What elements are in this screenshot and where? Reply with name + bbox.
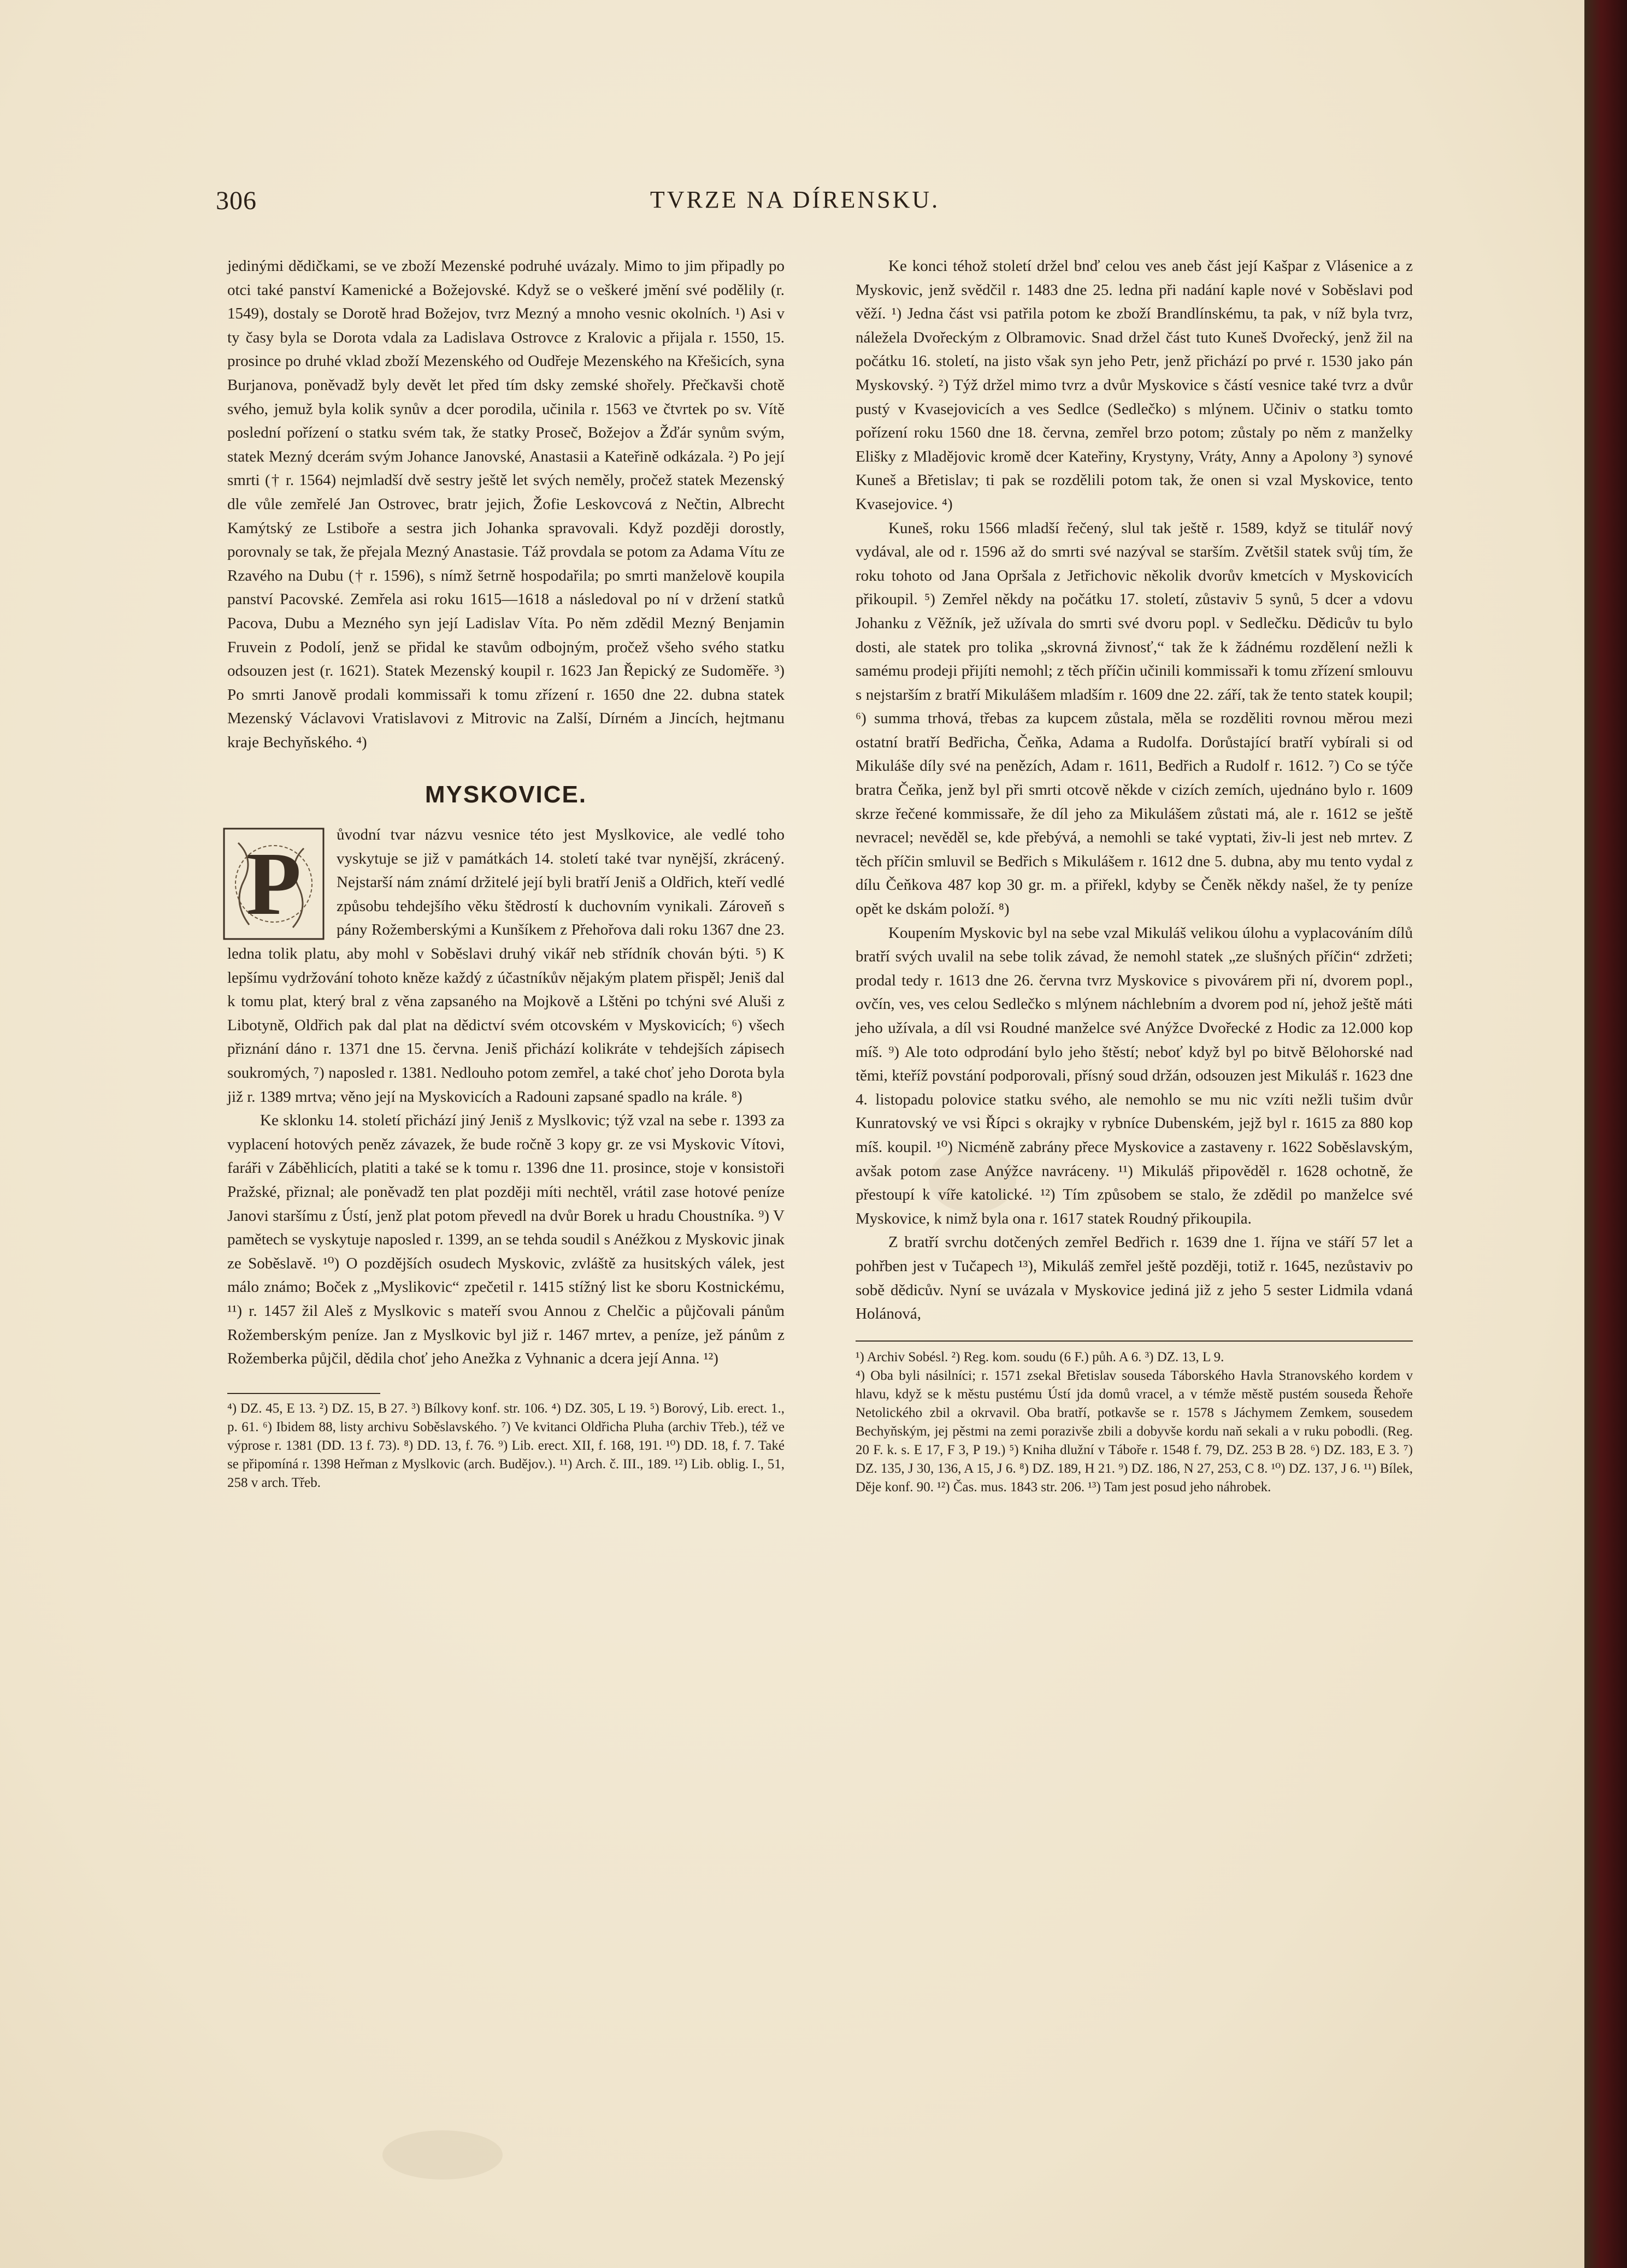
- section-heading: MYSKOVICE.: [425, 781, 587, 808]
- paragraph: Koupením Myskovic byl na sebe vzal Mikuláš velikou úlohu a vyplacováním dílů bratří svých uvalil na sebe tolik závad, že nemohl statek „ze slušných příčin“ zdržeti; prodal tedy r. 1613 dne 26. června tvrz Myskovice s pivovárem při ní, dvorem popl., ovčín, ves, ves celou Sedlečko s mlýnem náchlebním a dvorem pod ní, jehož ještě máti jeho užívala, a díl vsi Roudné manželce své Anýžce Dvořecké z Hodic za 12.000 kop míš. ⁹) Ale toto odprodání bylo jeho štěstí; neboť když byl po bitvě Bělohorské nad těmi, kteříž povstání podporovali, přísný soud držán, odsouzen jest Mikuláš r. 1623 dne 4. listopadu polovice statku svého, ale nemohlo se mu nic vzíti nežli tušim dvůr Kunratovský ve vsi Řípci s okrajky v rybníce Dubenském, jejž byl r. 1615 za 880 kop míš. koupil. ¹⁰) Nicméně zabrány přece Myskovice a zastaveny r. 1622 Soběslavským, avšak potom zase Anýžce navráceny. ¹¹) Mikuláš připověděl r. 1628 ochotně, že přestoupí k víře katolické. ¹²) Tím způsobem se stalo, že zdědil po manželce své Myskovice, k nimž byla ona r. 1617 statek Roudný přikoupila.: [856, 924, 1413, 1227]
- footnotes: [227, 1399, 785, 1492]
- page-header: [216, 186, 1374, 218]
- footnote: ¹) Archiv Sobésl. ²) Reg. kom. soudu (6 F.) půh. A 6. ³) DZ. 13, L 9.: [856, 1349, 1224, 1365]
- paragraph: jedinými dědičkami, se ve zboží Mezenské podruhé uvázaly. Mimo to jim připadly po otci také panství Kamenické a Božejovské. Když se o veškeré jmění své podělily (r. 1549), dostaly se Dorotě hrad Božejov, tvrz Mezný a mnoho vesnic okolních. ¹) Asi v ty časy byla se Dorota vdala za Ladislava Ostrovce z Kralovic a přijala r. 1550, 15. prosince po druhé vklad zboží Mezenského od Oudřeje Mezenského na Křešicích, syna Burjanova, poněvadž byly devět let před tím dsky zemské shořely. Přečkavši chotě svého, jemuž byla kolik synův a dcer porodila, učinila r. 1563 ve čtvrtek po sv. Vítě poslední pořízení o statku svém tak, že statky Proseč, Božejov a Žďár synům svým, statek Mezný dcerám svým Johance Janovské, Anastasii a Kateřině odkázala. ²) Po její smrti († r. 1564) nejmladší dvě sestry ještě let svých neměly, pročež statek Mezenský dle vůle zemřelé Jan Ostrovec, bratr jejich, Žofie Leskovcová z Nečtin, Albrecht Kamýtský ze Lstiboře a sestra jich Johanka spravovali. Když později dorostly, porovnaly se tak, že přejala Mezný Anastasie. Táž provdala se potom za Adama Vítu ze Rzavého na Dubu († r. 1596), s nímž šetrně hospodařila; po smrti manželově koupila panství Pacovské. Zemřela asi roku 1615—1618 a následoval po ní v držení statků Pacova, Dubu a Mezného syn její Ladislav Víta. Po něm zdědil Mezný Benjamin Fruvein z Podolí, jenž se přidal ke stavům odbojným, pročež všeho svého statku odsouzen jest (r. 1621). Statek Mezenský koupil r. 1623 Jan Řepický ze Sudoměře. ³) Po smrti Janově prodali kommissaři k tomu zřízení r. 1650 dne 22. dubna statek Mezenský Václavovi Vratislavovi z Mitrovic na Zalší, Dírném a Jincích, hejtmanu kraje Bechyňského. ⁴): [227, 257, 785, 751]
- book-binding: [1584, 0, 1627, 2268]
- right-column: [856, 255, 1413, 1497]
- paragraph: Ke sklonku 14. století přichází jiný Jeniš z Myslkovic; týž vzal na sebe r. 1393 za vyplacení hotových peněz závazek, že bude ročně 3 kopy gr. ze vsi Myskovic Vítovi, faráři v Záběhlicích, platiti a také se k tomu r. 1396 dne 11. prosince, stoje v konsistoři Pražské, přiznal; ale poněvadž ten plat později míti nechtěl, vrátil zase hotové peníze Janovi staršímu z Ústí, jenž plat potom převedl na dvůr Borek u hradu Choustníka. ⁹) V pamětech se vyskytuje naposled r. 1399, an se tehda soudil s Anéžkou z Myskovic jinak ze Soběslavě. ¹⁰) O pozdějších osudech Myskovic, zvláště za husitských válek, jest málo známo; Boček z „Myslikovic“ zpečetil r. 1415 stížný list ke sboru Kostnickému, ¹¹) r. 1457 žil Aleš z Myslkovic s mateří svou Annou z Chelčic a půjčovali pánům Rožemberským peníze. Jan z Myslkovic byl již r. 1467 mrtev, a peníze, jež pánům z Rožemberka půjčil, dědila choť jeho Anežka z Vyhnanic a dcera její Anna. ¹²): [227, 1112, 785, 1368]
- page-number: 306: [216, 186, 257, 215]
- paragraph: Kuneš, roku 1566 mladší řečený, slul tak ještě r. 1589, když se titulář nový vydával, ale od r. 1596 až do smrti své nazýval se starším. Zvětšil statek svůj tím, že roku tohoto od Jana Opršala z Jetřichovic několik dvorův kmetcích v Myskovicích přikoupil. ⁵) Zemřel někdy na počátku 17. století, zůstaviv 5 synů, 5 dcer a vdovu Johanku z Věžník, jež užívala do smrti své dvoru popl. v Sedlečku. Dědicův tu bylo dosti, ale statek pro tolika „skrovná živnosť,“ tak že k žádnému rozdělení nežli k samému prodeji přijíti nemohl; z těch příčin učinili kommissaři k tomu zřízení smlouvu s nejstarším z bratří Mikulášem mladším r. 1609 dne 22. září, tak že tento statek koupil; ⁶) summa trhová, třebas za kupcem zůstala, měla se rozděliti rovnou měrou mezi ostatní bratří Bedřicha, Čeňka, Adama a Rudolfa. Dorůstající bratří vybírali si od Mikuláše díly své na penězích, Adam r. 1611, Bedřich a Rudolf r. 1612. ⁷) Co se týče bratra Čeňka, jenž byl při smrti otcově někde v cizích zemích, ujednáno bylo r. 1609 skrze řečené kommissaře, že díl jeho za Mikulášem zůstati má, ale r. 1612 se ještě nevracel; nevěděl se, kde přebývá, a nemohli se také vyptati, živ-li jest neb mrtev. Z těch příčin smluvil se Bedřich s Mikulášem r. 1612 dne 5. dubna, aby mu tento vydal z dílu Čeňkova 487 kop 30 gr. m. a přiřekl, kdyby se Čeněk někdy našel, že ty peníze opět ke dskám položí. ⁸): [856, 519, 1413, 918]
- paragraph: Z bratří svrchu dotčených zemřel Bedřich r. 1639 dne 1. října ve stáří 57 let a pohřben jest v Tučapech ¹³), Mikuláš zemřel ještě později, totiž r. 1645, nezůstaviv po sobě dědicův. Nyní se uvázala v Myskovice jediná již z jeho 5 sester Lidmila vdaná Holánová,: [856, 1233, 1413, 1323]
- footnote: ⁴) Oba byli násilníci; r. 1571 zsekal Břetislav souseda Táborského Havla Stranovského kordem v hlavu, když se k městu pustému Ústí jda domů vracel, a v témže městě pustém souseda Řehoře Netolického zbil a okrvavil. Oba bratří, potkavše se r. 1578 s Jáchymem Zemkem, sousedem Bechyňským, jej pěstmi na zemi porazivše zbili a dobyvše kordu naň sekali a v ruku pobodli. (Reg. 20 F. k. s. E 17, F 3, P 19.) ⁵) Kniha dlužní v Táboře r. 1548 f. 79, DZ. 253 B 28. ⁶) DZ. 183, E 3. ⁷) DZ. 135, J 30, 136, A 15, J 6. ⁸) DZ. 189, H 21. ⁹) DZ. 186, N 27, 253, C 8. ¹⁰) DZ. 137, J 6. ¹¹) Bílek, Děje konf. 90. ¹²) Čas. mus. 1843 str. 206. ¹³) Tam jest posud jeho náhrobek.: [856, 1368, 1413, 1495]
- paragraph: ůvodní tvar názvu vesnice této jest Myslkovice, ale vedlé toho vyskytuje se již v památkách 14. století také tvar nynější, zkrácený. Nejstarší nám známí držitelé její byli bratří Jeniš a Oldřich, kteří vedlé způsobu tehdejšího věku štědrostí k duchovním vynikali. Zároveň s pány Rožemberskými a Kunšíkem z Přehořova dali roku 1367 dne 23. ledna tolik platu, aby mohl v Soběslavi druhý vikář neb střídník chován býti. ⁵) K lepšímu vydržování tohoto kněze každý z účastníkův nějakým platem přispěl; Jeniš dal k tomu plat, který bral z věna zapsaného na Mojkově a Lštěni po tchýni své Aluši z Libotyně, Oldřich pak dal plat na dědictví svém otcovském v Myskovicích; ⁶) všech přiznání dáno r. 1371 dne 15. června. Jeniš přichází kolikráte v tehdejších zápisech soukromých, ⁷) naposled r. 1381. Nedlouho potom zemřel, a také choť jeho Dorota byla již r. 1389 mrtva; věno její na Myskovicích a Radouni zapsané spadlo na krále. ⁸): [227, 826, 785, 1106]
- section-body: [227, 823, 785, 1371]
- footnote-divider: [856, 1340, 1413, 1342]
- footnotes: [856, 1348, 1413, 1497]
- paper-stain: [382, 2130, 503, 2180]
- running-head: TVRZE NA DÍRENSKU.: [650, 186, 940, 213]
- paragraph: Ke konci téhož století držel bnď celou ves aneb část její Kašpar z Vlásenice a z Myskovic, jenž svědčil r. 1483 dne 25. ledna při nadání kaple nové v Soběslavi pod věží. ¹) Jedna část vsi patřila potom ke zboží Brandlínskému, ta pak, v níž byla tvrz, náležela Dvořeckým z Olbramovic. Snad držel část tuto Kuneš Dvořecký, jenž žil na počátku 16. století, na jisto však syn jeho Petr, jenž přichází po prvé r. 1530 jako pán Myskovský. ²) Týž držel mimo tvrz a dvůr Myskovice s částí vesnice také tvrz a dvůr pustý v Kvasejovicích a ves Sedlce (Sedlečko) s mlýnem. Učiniv o statku tomto pořízení roku 1560 dne 18. června, zemřel brzo potom; zůstaly po něm z manželky Elišky z Mladějovic kromě dcer Kateřiny, Krystyny, Vráty, Anny a Apolony ³) synové Kuneš a Břetislav; ti pak se rozdělili potom tak, že onen si vzal Myskovice, tento Kvasejovice. ⁴): [856, 257, 1413, 513]
- dropcap-ornament: [222, 826, 326, 941]
- left-column: [227, 255, 785, 1492]
- footnote-divider: [227, 1393, 380, 1394]
- dropcap-letter: P: [246, 834, 302, 934]
- footnote: ⁴) DZ. 45, E 13. ²) DZ. 15, B 27. ³) Bílkovy konf. str. 106. ⁴) DZ. 305, L 19. ⁵) Borový, Lib. erect. 1., p. 61. ⁶) Ibidem 88, listy archivu Soběslavského. ⁷) Ve kvitanci Oldřicha Pluha (archiv Třeb.), též ve výprose r. 1381 (DD. 13 f. 73). ⁸) DD. 13, f. 76. ⁹) Lib. erect. XII, f. 168, 191. ¹⁰) DD. 18, f. 7. Také se připomíná r. 1398 Heřman z Myslkovic (arch. Budějov.). ¹¹) Arch. č. III., 189. ¹²) Lib. oblig. I., 51, 258 v arch. Třeb.: [227, 1401, 785, 1490]
